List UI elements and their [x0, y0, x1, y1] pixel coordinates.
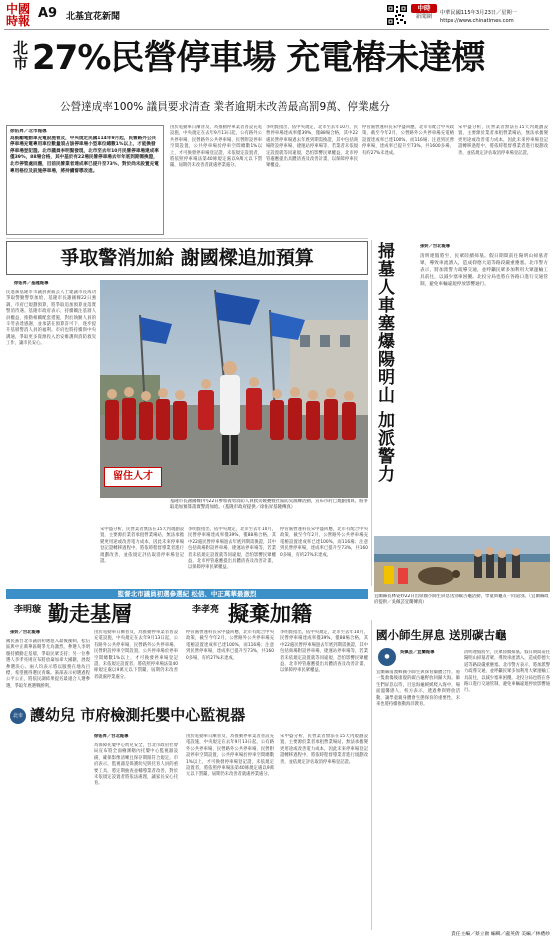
photo-label-box	[104, 467, 162, 487]
right1-headline: 掃墓人車塞爆陽明山 加派警力	[374, 242, 394, 483]
sec5-body-col3: 宋中盛分析，民營業者無法在15天內規劃設置，主要源於業者承租營業場站，無法承擔變更用途或改善電力成本，因此未來停車場登記證轉移過程中，將依時程督導業者進行規劃改善，並依規定評估取消停車場登記證。	[280, 734, 368, 765]
lead-intro: 為鼓勵電動車充電設施普及，中央規定民國114年9月起，民營路外公共停車場充電專用車位數量須占該停車場小型車位總數1%以上，才能換發停車場登記證。北市議員李明賢發現，北市至去年10月民營停車場達成率僅39%，88場合格，其中基於有22場民營停車場去年年底到期需換證，北市停管處回應，目前民營業者達成率已提升至73%，對於尚未設置充電專用格位及設施停車場，將持續督導改進。	[10, 135, 159, 174]
footer-credits: 責任主編／蔡立勛 編輯／盧英倩 美編／林禮紗	[451, 932, 550, 937]
lead-body-col3: 停管處營運科長宋中盛回應，北市有配合中央政策，截至今年2月，公營路外公共停車場充電樁設置達成率已達100%，而116場；注意到民營停車場，達成率已提升至73%，共1600多場，有約27%未達成。	[362, 125, 454, 156]
lead-body-col4: 宋中盛分析，民營業者無法在15天內規劃設置，主要源於業者承租營業場站，無法承擔變更用途或改善電力成本，因此未來停車場登記證轉移過程中，將依時程督導業者進行規劃改善，並依規定評估取消停車場登記證。	[458, 125, 548, 156]
right1-photo-caption: 宜蘭縣長林姿妙22日出席國小師生屏息送別碳古龜活動，學童與龜友一同道別。（宜蘭縣政府提供／吳佩芸宜蘭傳真）	[374, 594, 549, 605]
sec2-headline-box	[6, 241, 368, 275]
sec3-body-col3: 停管處營運科長宋中盛回應，北市有配合中央政策，截至今年2月，公營路外公共停車場充電樁設置達成率已達100%，而116場；注意到民營停車場，達成率已提升至73%，共1600多場，有約27%未達成。	[186, 630, 274, 661]
photo-label: 留住人才	[113, 471, 153, 482]
lead-subhead: 公營達成率100% 議員要求清查 業者逾期未改善最高罰9萬、停業處分	[60, 101, 390, 113]
divider	[371, 240, 372, 586]
page-number: A9	[38, 6, 58, 21]
sec4-headline	[376, 624, 550, 644]
sea-turtle-photo	[374, 536, 550, 592]
lead-title: 27%民營停車場 充電樁未達標	[32, 38, 485, 78]
right1-byline: 孫妍／台北報導	[420, 244, 451, 249]
logo-line1: 中國	[6, 2, 31, 16]
candidate-a-name: 李明璇	[14, 605, 42, 615]
sec3-byline: 孫妍／台北報導	[10, 630, 41, 635]
keelung-event-photo	[100, 280, 368, 498]
right1-body: 清明連假將至，民眾陸續掃墓。假日期間前往陽明山掃墓者眾，導致車流湧入，造成仰德大道等路段嚴重壅塞。北市警方表示，將加派警力疏導交通，並呼籲民眾多加利用大眾運輸工具前往，以減少塞車困擾。北投分局也將在各路口進行交通管制，避免車輛違規停放影響通行。	[420, 254, 548, 287]
sec5-byline: 徐佑昇／台北報導	[94, 734, 129, 739]
qr-code-icon	[386, 4, 408, 26]
sec2-body: 民進黨基隆市市議員黃筱芸人士建議市長成功爭取警勤警察加給，基隆市長謝國樑22日強調，市府已規劃預算，將爭取追加預算並落實警消待遇。基隆市政府表示，持續關注基層人員權益，推動相關配套措施，對於執勤人員的辛勞表達感謝，並承諾在預算許可下，逐步提升基層警消人員的福利。市府也將持續與中央溝通，爭取更多資源投入治安維護與消防救災工作，讓市民安心。	[6, 290, 96, 347]
lead-body-col1: 由於電動車日漸普及，為推動停車業者普設充電設施，中央規定在去年9月13日起，公有路外公共停車場、民營路外公共停車場、民營附設停車空間設置，公共停車場於停車空間總數1%以上，才可換發停車場登記證，未依規定設置者，將依照停車場法第40條規定處以9萬元以下罰鍰，屆期仍未改善者就處停業處分。	[170, 125, 262, 169]
lead-headline	[6, 36, 551, 94]
sec4-byline: 吳佩芸／宜蘭報導	[400, 650, 435, 655]
sec3-headline	[6, 600, 368, 626]
lead-byline: 徐佑昇／北市報導	[10, 129, 47, 134]
sec4-headline-text: 國小師生屏息 送別碳古龜	[376, 628, 507, 642]
sec2-body-col4: 停管處營運科長宋中盛回應，北市有配合中央政策，截至今年2月，公營路外公共停車場充電樁設置達成率已達100%，而116場；注意到民營停車場，達成率已提升至73%，共1600多場，有約27%未達成。	[280, 527, 368, 558]
sec5-body-col2: 由於電動車日漸普及，為推動停車業者普設充電設施，中央規定在去年9月13日起，公有路外公共停車場、民營路外公共停車場、民營附設停車空間設置，公共停車場於停車空間總數1%以上，才可換發停車場登記證，未依規定設置者，將依照停車場法第40條規定處以9萬元以下罰鍰，屆期仍未改善者就處停業處分。	[186, 734, 274, 778]
sec5-kicker: 北市	[12, 713, 23, 719]
sec3-band-text: 監督北市議員初選參選紀 松信、中正萬華最激烈	[117, 590, 257, 598]
sec2-headline: 爭取警消加給 謝國樑追加預算	[60, 247, 314, 269]
lead-kicker: 北市	[11, 40, 29, 70]
masthead-rule	[4, 29, 549, 30]
sec5-body-col1: 為保障托嬰中心幼兒安全，台北市政府社會局宣布將全面檢測轄內托嬰中心監視器設備，確保影像清晰且保存期限符合規定。市府表示，監視器是保護幼兒與托育人員的重要工具，將定期抽查並輔導業者改善，對於未依規定設置者將依法處理，讓家長安心托育。	[94, 743, 178, 787]
divider	[6, 238, 368, 239]
website-url[interactable]: https://www.chinatimes.com	[440, 18, 514, 24]
yilan-tag: ●	[378, 648, 396, 666]
sec2-byline: 徐佑昇／基隆報導	[14, 281, 49, 286]
sec4-body-col2: 清明連假將至，民眾陸續掃墓。假日期間前往陽明山掃墓者眾，導致車流湧入，造成仰德大道等路段嚴重壅塞。北市警方表示，將加派警力疏導交通，並呼籲民眾多加利用大眾運輸工具前往，以減少塞車困擾。北投分局也將在各路口進行交通管制，避免車輛違規停放影響通行。	[464, 650, 550, 694]
sec3-body-col4: 李明賢指出，依中央規定，北市至去年10月，民營停車場達成率僅39%，僅88場合格，其中22處民營停車場過去年底到期需換證，其中包括商場附設停車場、捷運站停車場等，若業者未依規定設置就等同違規，恐怕影響民眾權益，北市停管處應提出具體清查及改善計畫，以保障停車民眾權益。	[280, 630, 368, 674]
sec4-body-col1: 宜蘭縣南澳鄉國小師生與保育團體合作，將一隻救傷後康復的碳古龜野放回歸大海。師生們屏息以待，目送海龜緩緩爬入海中，場面溫馨感人。校方表示，透過參與野放活動，讓學童親身體會生態保育的重要性，未來也將持續推動海洋教育。	[376, 670, 460, 708]
candidate-a-headline: 勤走基層	[48, 602, 132, 626]
section-name: 北基宜花新聞	[66, 12, 121, 22]
lead-body-col2: 李明賢指出，依中央規定，北市至去年10月，民營停車場達成率僅39%，僅88場合格，其中22處民營停車場過去年底到期需換證，其中包括商場附設停車場、捷運站停車場等，若業者未依規定設置就等同違規，恐怕影響民眾權益，北市停管處應提出具體清查及改善計畫，以保障停車民眾權益。	[266, 125, 358, 169]
sec5-kicker-badge	[10, 708, 26, 724]
sec2-body-col3: 李明賢指出，依中央規定，北市至去年10月，民營停車場達成率僅39%，僅88場合格，其中22處民營停車場過去年底到期需換證，其中包括商場附設停車場、捷運站停車場等，若業者未依規定設置就等同違規，恐怕影響民眾權益，北市停管處應提出具體清查及改善計畫，以保障停車民眾權益。	[188, 527, 276, 571]
logo-line2: 時報	[6, 14, 31, 28]
candidate-b-name: 李孝亮	[192, 605, 220, 615]
lead-intro-box	[6, 125, 164, 235]
candidate-b-headline: 擬棄加籍	[228, 602, 312, 626]
issue-date: 中華民國115年3月23日／星期一	[440, 10, 517, 16]
sec3-body-col1: 國民黨台北市議員初選進入最後衝刺，松信區與中正萬華區競爭尤為激烈。參選人李明璇持續勤走基層，爭取民眾支持；另一位參選人李孝亮則宣布將放棄加拿大國籍，展現參選決心。兩人均表示將以服務在地為目標，希望獲得選民青睞。黨部表示初選過程公平公正，將依民調結果提名最適合人選參選，爭取年底選戰勝利。	[6, 639, 90, 689]
sec5-headline	[6, 704, 368, 732]
sec3-body-col2: 由於電動車日漸普及，為推動停車業者普設充電設施，中央規定在去年9月13日起，公有路外公共停車場、民營路外公共停車場、民營附設停車空間設置，公共停車場於停車空間總數1%以上，才可換發停車場登記證，未依規定設置者，將依照停車場法第40條規定處以9萬元以下罰鍰，屆期仍未改善者就處停業處分。	[94, 630, 178, 680]
chinatimes-news-logo	[411, 4, 437, 26]
chinatimes-logo-bottom: 新聞網	[415, 14, 433, 20]
newspaper-logo	[6, 3, 30, 27]
sec2-body-col2: 宋中盛分析，民營業者無法在15天內規劃設置，主要源於業者承租營業場站，無法承擔變更用途或改善電力成本，因此未來停車場登記證轉移過程中，將依時程督導業者進行規劃改善，並依規定評估取消停車場登記證。	[100, 527, 184, 565]
masthead	[0, 0, 553, 34]
sec2-photo-caption: 基隆市長謝國樑(中)22日參加義勇消防人員救災競賽暨社區防災演練活動，宣布市府已規劃預算，將爭取追加預算落實警消加給。（基隆市政府提供／徐佑昇基隆傳真）	[170, 499, 368, 510]
sec5-headline-text: 護幼兒 市府檢測托嬰中心監視器	[30, 706, 246, 724]
chinatimes-logo-top: 中時	[411, 4, 437, 13]
divider	[371, 620, 372, 930]
